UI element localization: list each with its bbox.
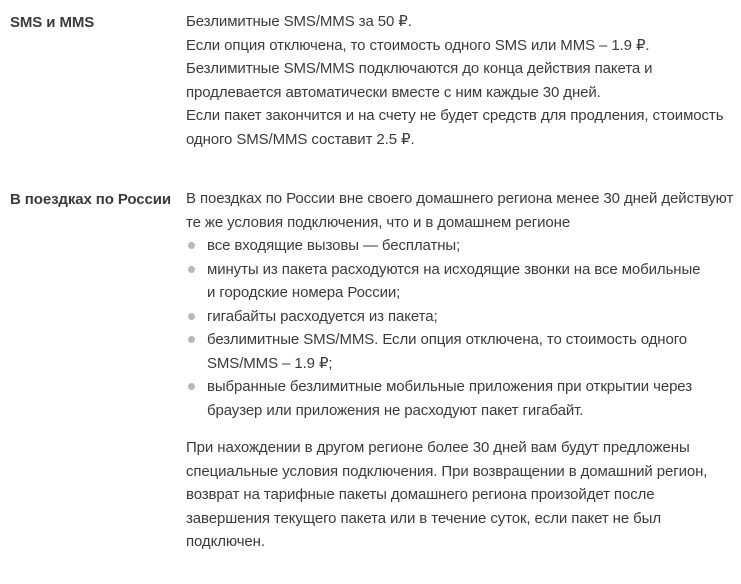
bullet-dot-icon <box>188 242 195 249</box>
text-line: минуты из пакета расходуются на исходящие звонки на все мобильные <box>207 260 701 278</box>
text-line: все входящие вызовы — бесплатны; <box>207 237 461 254</box>
bullet-item <box>186 305 735 329</box>
text-line: подключен. <box>186 533 265 550</box>
text-line: те же условия подключения, что и в домашнем регионе <box>186 213 571 231</box>
text-line: При нахождении в другом регионе более 30 дней вам будут предложены <box>186 439 690 456</box>
section-label: В поездках по России <box>10 191 172 208</box>
section-content <box>186 187 735 554</box>
text-line: браузер или приложения не расходуют пакет гигабайт. <box>207 401 584 419</box>
text-line: специальные условия подключения. При возвращении в домашний регион, <box>186 462 708 480</box>
bullet-dot-icon <box>188 266 195 273</box>
text-line: гигабайты расходуется из пакета; <box>207 307 438 325</box>
section-row <box>10 10 735 151</box>
bullet-item-text <box>207 234 735 258</box>
text-line: Безлимитные SMS/MMS за 50 ₽. <box>186 13 412 30</box>
bullet-list <box>186 234 735 422</box>
tariff-sections <box>10 10 735 554</box>
text-line: возврат на тарифные пакеты домашнего региона произойдет после <box>186 486 655 503</box>
bullet-dot-icon <box>188 383 195 390</box>
text-line: В поездках по России вне своего домашнего региона менее 30 дней действуют <box>186 190 734 207</box>
bullet-dot-icon <box>188 313 195 320</box>
bullet-item-text <box>207 258 735 305</box>
bullet-item-text <box>207 328 735 375</box>
paragraph <box>186 187 735 234</box>
bullet-item <box>186 258 735 305</box>
text-line: безлимитные SMS/MMS. Если опция отключена, то стоимость одного <box>207 331 687 348</box>
section-content <box>186 10 735 151</box>
bullet-item-text <box>207 375 735 422</box>
bullet-item-text <box>207 305 735 329</box>
text-line: SMS/MMS – 1.9 ₽; <box>207 354 333 372</box>
bullet-item <box>186 328 735 375</box>
bullet-dot-icon <box>188 336 195 343</box>
text-line: Безлимитные SMS/MMS подключаются до конца действия пакета и <box>186 60 653 77</box>
paragraph <box>186 436 735 554</box>
text-line: Если пакет закончится и на счету не будет средств для продления, стоимость <box>186 107 724 124</box>
section-label: SMS и MMS <box>10 14 95 31</box>
text-line: завершения текущего пакета или в течение суток, если пакет не был <box>186 509 661 527</box>
section-row <box>10 187 735 554</box>
bullet-item <box>186 234 735 258</box>
text-line: продлевается автоматически вместе с ним каждые 30 дней. <box>186 83 601 101</box>
text-line: выбранные безлимитные мобильные приложения при открытии через <box>207 378 692 395</box>
bullet-item <box>186 375 735 422</box>
text-line: и городские номера России; <box>207 284 401 301</box>
paragraph <box>186 57 735 151</box>
text-line: Если опция отключена, то стоимость одного SMS или MMS – 1.9 ₽. <box>186 36 650 54</box>
paragraph <box>186 10 735 57</box>
text-line: одного SMS/MMS составит 2.5 ₽. <box>186 130 415 148</box>
